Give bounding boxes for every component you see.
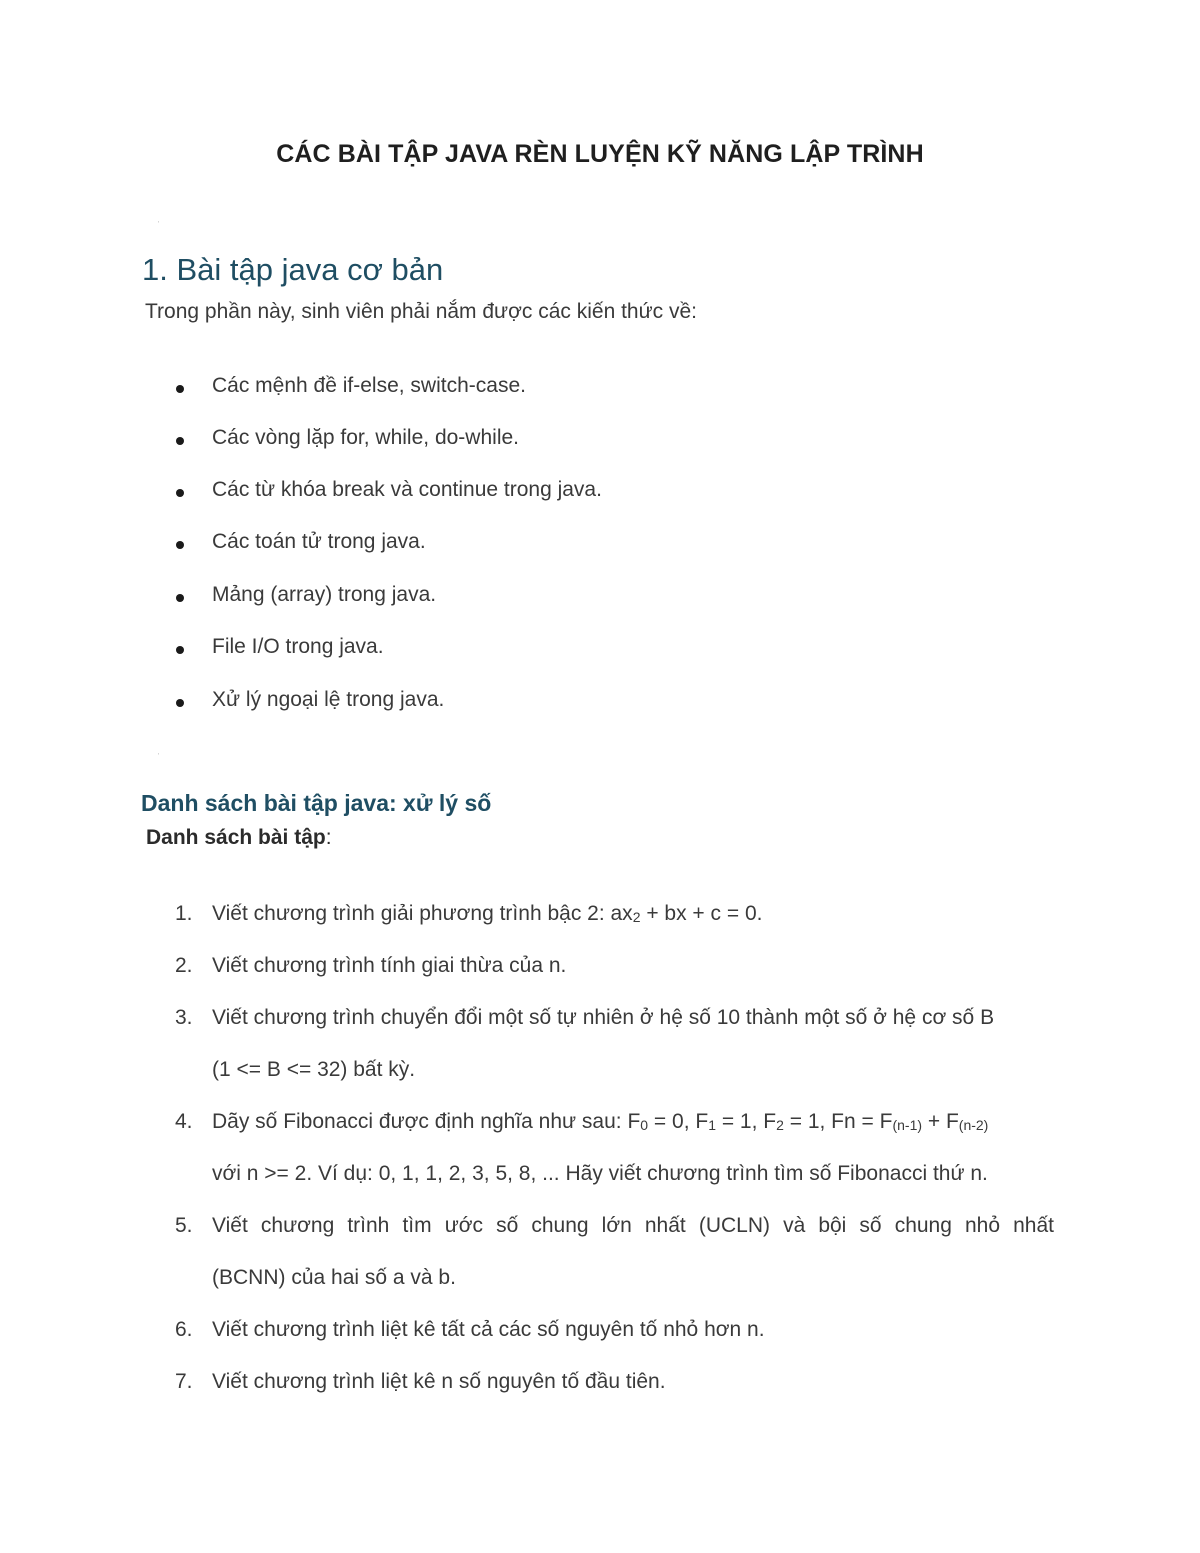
section2-heading: Danh sách bài tập java: xử lý số (141, 790, 492, 816)
subscript: (n-2) (958, 1117, 989, 1133)
list-item-text: Viết chương trình tìm ước số chung lớn nhất (UCLN) và bội số chung nhỏ nhất (BCNN) của hai số a và b. (212, 1214, 1054, 1289)
bullet-icon (176, 541, 184, 549)
subscript: (n-1) (892, 1117, 923, 1133)
sublabel-bold: Danh sách bài tập (146, 826, 326, 849)
subscript: 2 (632, 909, 641, 925)
bullet-icon (176, 646, 184, 654)
bullet-icon (176, 385, 184, 393)
list-item-text: Các từ khóa break và continue trong java. (212, 478, 602, 501)
bullet-icon (176, 437, 184, 445)
paragraph-mark: ˈ (157, 752, 160, 761)
section1-intro: Trong phần này, sinh viên phải nắm được các kiến thức về: (145, 300, 698, 323)
list-item-text: Dãy số Fibonacci được định nghĩa như sau: F0 = 0, F1 = 1, F2 = 1, Fn = F(n-1) + F(n-2) với n >= 2. Ví dụ: 0, 1, 1, 2, 3, 5, 8, ... Hãy viết chương trình tìm số Fibonacci thứ n. (212, 1110, 989, 1185)
bullet-icon (176, 699, 184, 707)
sublabel-colon: : (325, 826, 332, 849)
document-title: CÁC BÀI TẬP JAVA RÈN LUYỆN KỸ NĂNG LẬP TRÌNH (276, 140, 924, 168)
list-item-text: Xử lý ngoại lệ trong java. (212, 688, 445, 711)
list-item-text: Các vòng lặp for, while, do-while. (212, 426, 519, 449)
list-number: 6. (175, 1318, 193, 1341)
section1-heading: 1. Bài tập java cơ bản (142, 252, 444, 287)
list-number: 5. (175, 1214, 193, 1237)
list-item-text: File I/O trong java. (212, 635, 384, 658)
subscript: 0 (640, 1117, 649, 1133)
bullet-icon (176, 489, 184, 497)
list-item-text: Viết chương trình giải phương trình bậc 2: ax2 + bx + c = 0. (212, 902, 763, 925)
list-item-text: Mảng (array) trong java. (212, 583, 437, 606)
subscript: 2 (776, 1117, 784, 1133)
list-number: 3. (175, 1006, 193, 1029)
list-number: 2. (175, 954, 193, 977)
list-number: 7. (175, 1370, 193, 1393)
bullet-icon (176, 594, 184, 602)
list-item-text: Viết chương trình liệt kê tất cả các số nguyên tố nhỏ hơn n. (212, 1318, 765, 1341)
list-item-text: Viết chương trình tính giai thừa của n. (212, 954, 567, 977)
list-item-text: Các toán tử trong java. (212, 530, 426, 553)
list-number: 4. (175, 1110, 193, 1133)
section2-sublabel (146, 826, 332, 850)
list-item-text: Các mệnh đề if-else, switch-case. (212, 374, 526, 397)
list-item-text: Viết chương trình liệt kê n số nguyên tố đầu tiên. (212, 1370, 666, 1393)
subscript: 1 (708, 1117, 716, 1133)
list-item-text: Viết chương trình chuyển đổi một số tự nhiên ở hệ số 10 thành một số ở hệ cơ số B (1 <= B <= 32) bất kỳ. (212, 1006, 995, 1081)
paragraph-mark: ˈ (157, 220, 160, 229)
list-number: 1. (175, 902, 193, 925)
